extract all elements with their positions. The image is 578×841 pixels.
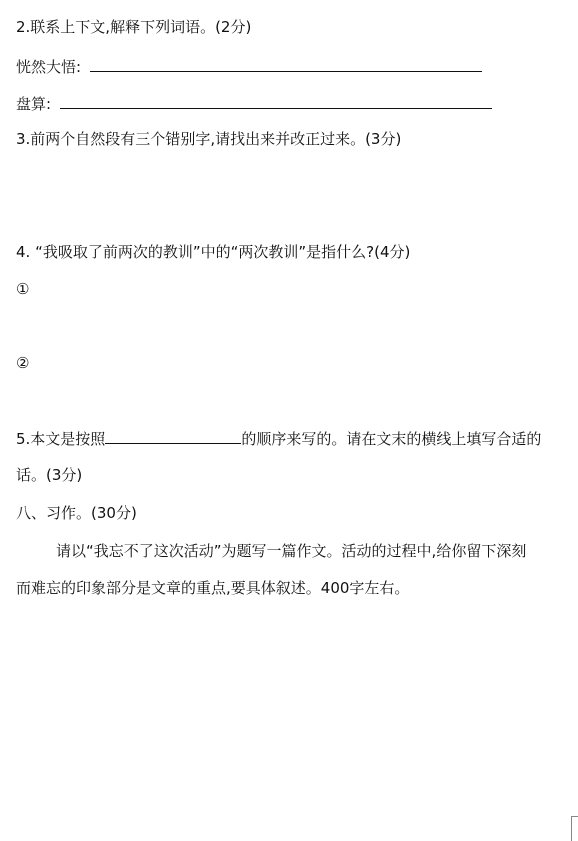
- question-4-title: 4. “我吸取了前两次的教训”中的“两次教训”是指什么?(4分): [16, 243, 411, 261]
- question-3-title: 3.前两个自然段有三个错别字,请找出来并改正过来。(3分): [16, 130, 402, 148]
- question-5-line-1: [16, 428, 541, 449]
- question-5-prefix: 5.本文是按照: [16, 430, 106, 448]
- answer-blank-huangrandawu[interactable]: [90, 56, 482, 72]
- question-5-suffix: 的顺序来写的。请在文末的横线上填写合适的: [241, 430, 542, 448]
- question-2-title: 2.联系上下文,解释下列词语。(2分): [16, 18, 252, 36]
- question-4-mark-1: ①: [16, 280, 30, 298]
- term-label-pansuan: 盘算:: [16, 95, 52, 113]
- answer-blank-pansuan[interactable]: [60, 93, 492, 109]
- composition-prompt-line-2: 而难忘的印象部分是文章的重点,要具体叙述。400字左右。: [16, 579, 410, 597]
- question-4-mark-2: ②: [16, 354, 30, 372]
- question-5-line-2: 话。(3分): [16, 466, 83, 484]
- page-corner-mark: [571, 816, 578, 841]
- question-2-item-2: [16, 93, 492, 114]
- section-8-title: 八、习作。(30分): [16, 504, 137, 522]
- question-2-item-1: [16, 56, 482, 77]
- answer-blank-order[interactable]: [105, 428, 241, 444]
- term-label-huangrandawu: 恍然大悟:: [16, 58, 82, 76]
- composition-prompt-line-1: 请以“我忘不了这次活动”为题写一篇作文。活动的过程中,给你留下深刻: [56, 542, 527, 560]
